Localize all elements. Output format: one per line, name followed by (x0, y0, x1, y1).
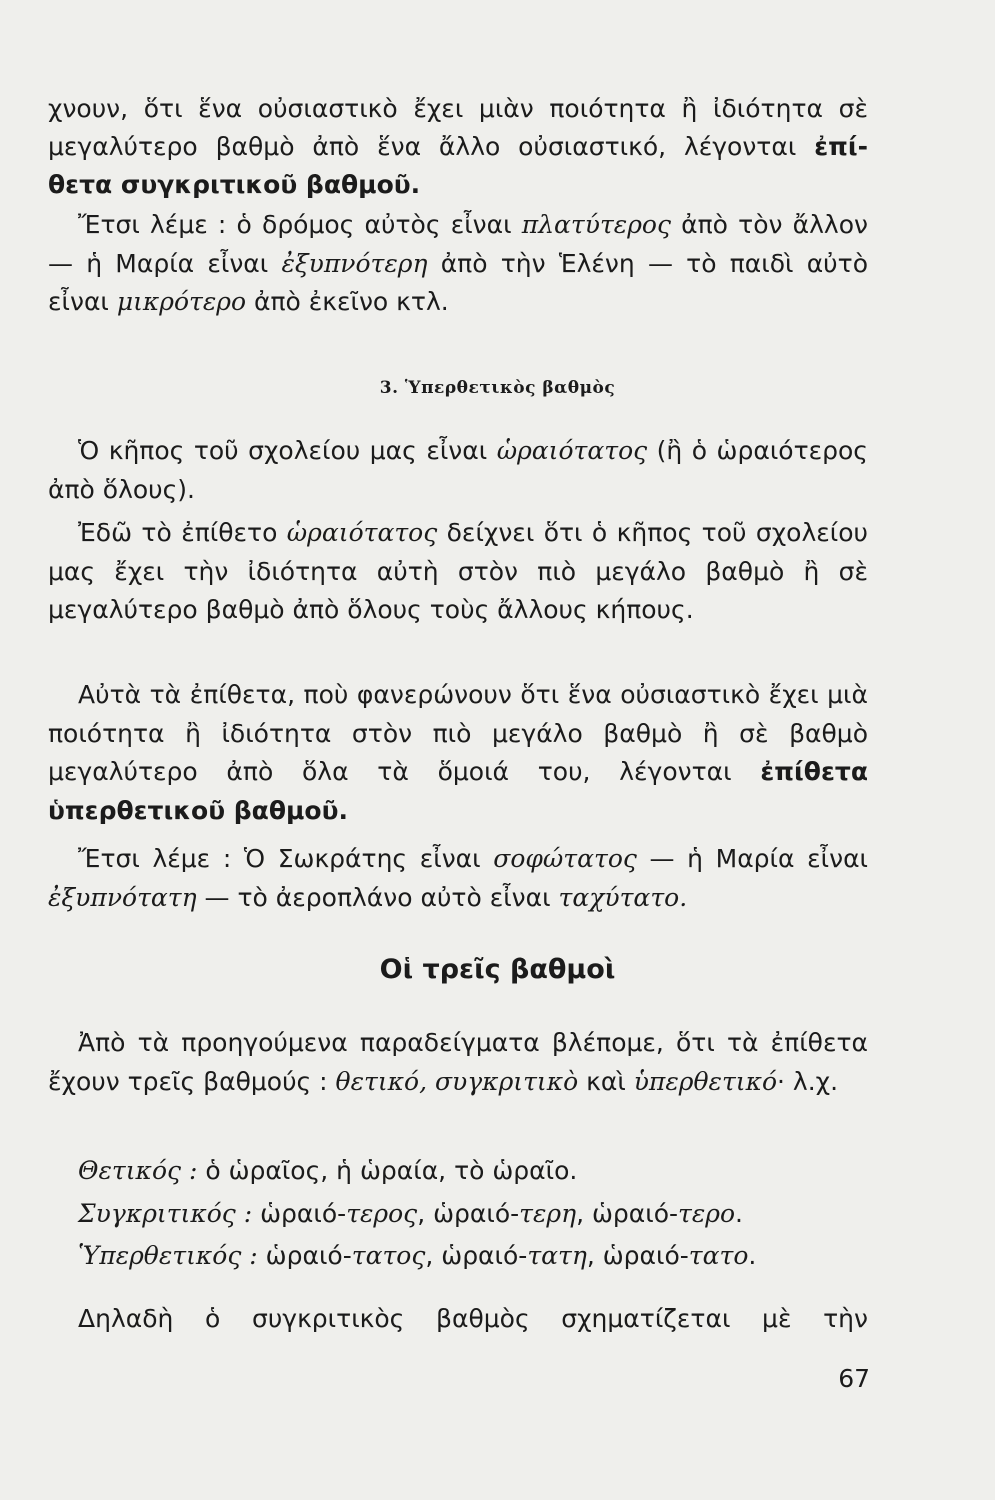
text-run: Ἐδῶ τὸ ἐπίθετο (78, 518, 287, 547)
text-run: ὁ ὡραῖος, ἡ ὡραία, τὸ ὡραῖο. (197, 1156, 578, 1185)
italic-suffix: τατο (688, 1241, 749, 1270)
text-line: μεγαλύτερο βαθμὸ ἀπὸ ἕνα ἄλλο οὐσιαστικό, λέγονται (48, 132, 815, 161)
paragraph-superlative-definition (48, 676, 868, 830)
paragraph-garden-explanation (48, 514, 868, 630)
paragraph-three-degrees (48, 1024, 868, 1101)
bold-term: ἐπί- (814, 132, 868, 161)
text-run: ὡραιό- (257, 1241, 352, 1270)
italic-word: ὡραιότατος (286, 518, 438, 547)
text-run: δείχνει ὅτι ὁ κῆπος τοῦ σχολείου μας ἔχει τὴν ἰδιότητα αὐτὴ στὸν πιὸ μεγάλο βαθμὸ ἢ σὲ μεγαλύτερο βαθμὸ ἀπὸ ὅλους τοὺς ἄλλους κήπους. (48, 518, 869, 624)
paragraph-comparative-definition (48, 90, 868, 129)
example-positive (48, 1152, 868, 1191)
italic-word: πλατύτερος (521, 210, 671, 239)
bold-term: θετα συγκριτικοῦ βαθμοῦ. (48, 170, 421, 199)
text-run: — ἡ Μαρία εἶναι (636, 844, 869, 873)
italic-word: μικρότερο (116, 287, 247, 316)
text-run: , ὡραιό- (586, 1241, 689, 1270)
text-run: Ἔτσι λέμε : Ὁ Σωκράτης εἶναι (78, 844, 494, 873)
paragraph-comparative-examples (48, 206, 868, 322)
text-run: Ἔτσι λέμε : ὁ δρόμος αὐτὸς εἶναι (78, 210, 522, 239)
paragraph-comparative-formation (48, 1300, 868, 1339)
example-label: Θετικός : (78, 1156, 198, 1185)
text-run: Αὐτὰ τὰ ἐπίθετα, ποὺ φανερώνουν ὅτι ἕνα οὐσιαστικὸ ἔχει μιὰ ποιότητα ἢ ἰδιότητα στὸν πιὸ μεγάλο βαθμὸ ἢ σὲ βαθμὸ μεγαλύτερο ἀπὸ ὅλα τὰ ὅμοιά του, λέγονται (48, 680, 868, 786)
example-label: Ὑπερθετικός : (78, 1241, 258, 1270)
paragraph-superlative-examples (48, 840, 868, 917)
text-run: · λ.χ. (777, 1066, 839, 1096)
example-superlative (48, 1237, 868, 1276)
italic-word: σοφώτατος (493, 844, 637, 873)
italic-word: ἐξυπνότατη (48, 882, 197, 912)
italic-suffix: τερη (519, 1199, 577, 1228)
text-run: ἀπὸ τὴν Ἑλένη — τὸ παιδὶ αὐτὸ εἶναι (48, 248, 868, 316)
text-run: Ἀπὸ τὰ προηγούμενα παραδείγματα βλέπομε, ὅτι τὰ ἐπίθετα ἔχουν τρεῖς βαθμούς : (48, 1028, 868, 1096)
text-run: — τὸ ἀεροπλάνο αὐτὸ εἶναι (196, 882, 559, 912)
italic-suffix: τατη (527, 1241, 587, 1270)
italic-suffix: τερο (678, 1199, 736, 1228)
text-run: ὡραιό- (252, 1199, 347, 1228)
text-run: (ἢ ὁ ὡραιότερος ἀπὸ ὅλους). (48, 436, 868, 504)
text-run: . (735, 1199, 743, 1228)
text-run: . (748, 1241, 757, 1270)
text-run: ἀπὸ τὸν ἄλλον — ἡ Μαρία εἶναι (48, 210, 868, 278)
italic-word: ὑπερθετικό (633, 1066, 778, 1096)
text-run: Δηλαδὴ ὁ συγκριτικὸς βαθμὸς σχηματίζεται μὲ τὴν (78, 1304, 868, 1333)
example-comparative (48, 1195, 868, 1234)
paragraph-comparative-definition-line3 (48, 166, 868, 205)
italic-word: θετικό, συγκριτικὸ (335, 1066, 579, 1096)
section-heading-three-degrees: Οἱ τρεῖς βαθμοὶ (379, 954, 616, 985)
paragraph-comparative-definition-line2 (48, 128, 868, 167)
italic-suffix: τατος (351, 1241, 426, 1270)
example-label: Συγκριτικός : (78, 1199, 253, 1228)
italic-word: ὡραιότατος (496, 436, 648, 465)
text-line: χνουν, ὅτι ἕνα οὐσιαστικὸ ἔχει μιὰν ποιότητα ἢ ἰδιότητα σὲ (48, 94, 868, 123)
section-heading-superlative: 3. Ὑπερθετικὸς βαθμὸς (379, 378, 616, 398)
page-number: 67 (838, 1364, 870, 1393)
italic-word: ταχύτατο. (558, 882, 688, 912)
paragraph-garden-example (48, 432, 868, 509)
text-run: ἀπὸ ἐκεῖνο κτλ. (246, 287, 449, 316)
text-run: , ὡραιό- (576, 1199, 679, 1228)
text-run: Ὁ κῆπος τοῦ σχολείου μας εἶναι (78, 436, 497, 465)
bold-term: ἐπίθετα ὑπερθετικοῦ βαθμοῦ. (48, 757, 868, 825)
italic-suffix: τερος (346, 1199, 418, 1228)
text-run: , ὡραιό- (417, 1199, 520, 1228)
text-run: καὶ (578, 1066, 634, 1096)
text-run: , ὡραιό- (425, 1241, 528, 1270)
italic-word: ἐξυπνότερη (281, 248, 428, 278)
